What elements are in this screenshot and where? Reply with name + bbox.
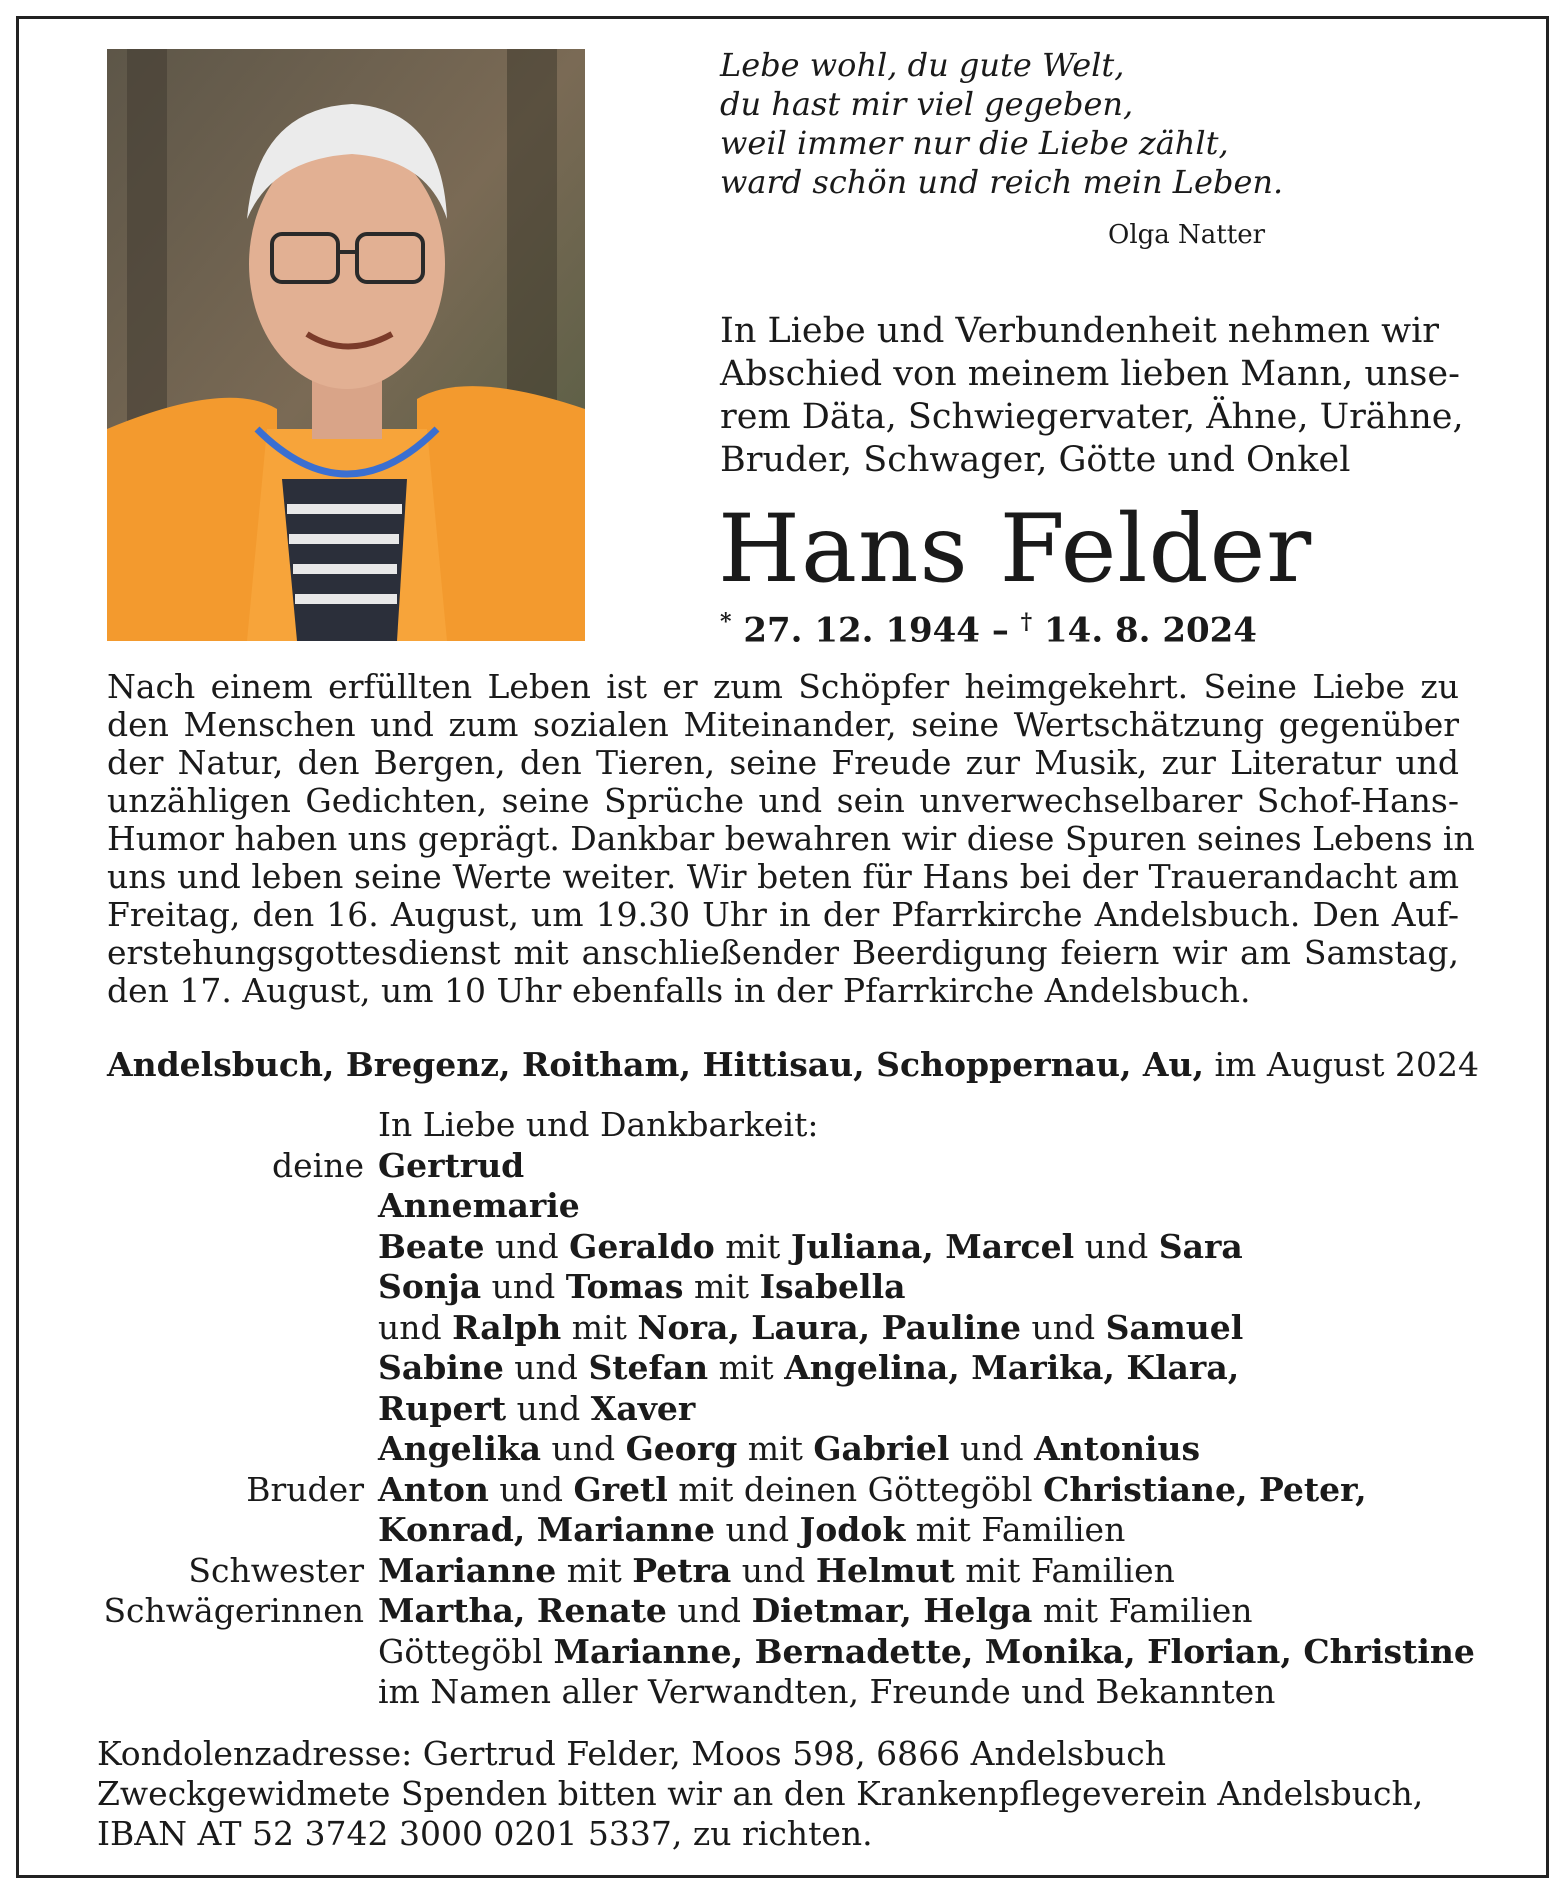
family-names: [378, 1551, 1175, 1592]
poem-line: ward schön und reich mein Leben.: [720, 163, 1284, 201]
family-connector: und: [1074, 1226, 1159, 1266]
family-row: [0, 1186, 1567, 1227]
family-names: [378, 1389, 695, 1430]
family-connector: mit: [714, 1226, 791, 1266]
footer-line: Zweckgewidmete Spenden bitten wir an den Krankenpflegeverein Andelsbuch,: [97, 1774, 1424, 1813]
family-name: Geraldo: [569, 1226, 715, 1266]
body-line: der Natur, den Bergen, den Tieren, seine Freude zur Musik, zur Literatur und: [107, 743, 1459, 782]
family-name: Stefan: [588, 1348, 709, 1387]
family-names: [378, 1186, 580, 1227]
family-name: Martha, Renate: [378, 1591, 667, 1630]
poem-line: weil immer nur die Liebe zählt,: [720, 124, 1229, 162]
family-names: [378, 1672, 1275, 1713]
body-line: Freitag, den 16. August, um 19.30 Uhr in der Pfarrkirche Andelsbuch. Den Auf-: [107, 895, 1459, 934]
places-date: im August 2024: [1204, 1045, 1479, 1084]
intro-line: Abschied von meinem lieben Mann, unse-: [720, 354, 1460, 394]
family-names: [378, 1510, 1125, 1551]
family-connector: und: [666, 1591, 752, 1630]
birth-symbol: *: [720, 609, 732, 635]
body-line: den 17. August, um 10 Uhr ebenfalls in der Pfarrkirche Andelsbuch.: [107, 971, 1251, 1010]
family-name: Beate: [378, 1226, 485, 1266]
family-relation-label: Schwägerinnen: [103, 1591, 364, 1630]
family-name: Marianne: [378, 1550, 557, 1590]
intro-text: [720, 310, 1464, 482]
life-dates: [720, 609, 1257, 650]
poem-author: Olga Natter: [1108, 220, 1266, 250]
family-row: [0, 1267, 1567, 1308]
family-row: [0, 1308, 1567, 1349]
family-connector: und: [949, 1429, 1035, 1468]
deceased-name: Hans Felder: [718, 495, 1313, 604]
body-line: Nach einem erfüllten Leben ist er zum Schöpfer heimgekehrt. Seine Liebe zu: [107, 667, 1459, 706]
family-row: [0, 1632, 1567, 1673]
family-connector: Göttegöbl: [378, 1631, 554, 1671]
date-separator: –: [991, 610, 1009, 651]
family-connector: und: [481, 1267, 566, 1306]
family-name: Konrad, Marianne: [378, 1510, 715, 1549]
body-line: unzähligen Gedichten, seine Sprüche und sein unverwechselbarer Schof-Hans-: [107, 781, 1459, 820]
family-names: [378, 1429, 1200, 1470]
family-row: [0, 1348, 1567, 1389]
family-name: Sara: [1158, 1226, 1243, 1266]
poem-line: du hast mir viel gegeben,: [720, 85, 1134, 123]
family-names: [378, 1227, 1243, 1268]
family-connector: und: [731, 1550, 816, 1590]
family-row: [0, 1672, 1567, 1713]
body-line: Humor haben uns geprägt. Dankbar bewahren wir diese Spuren seines Lebens in: [107, 819, 1475, 858]
family-connector: mit Familien: [905, 1510, 1126, 1549]
family-row: [0, 1389, 1567, 1430]
family-row: [0, 1591, 1567, 1632]
family-name: Juliana, Marcel: [790, 1226, 1075, 1266]
family-connector: mit: [737, 1429, 814, 1468]
family-name: Christiane, Peter,: [1043, 1469, 1367, 1509]
family-name: Angelika: [378, 1429, 541, 1468]
family-name: Gretl: [573, 1469, 668, 1509]
family-header: In Liebe und Dankbarkeit:: [378, 1105, 819, 1144]
family-name: Sabine: [378, 1348, 504, 1387]
poem: [720, 46, 1284, 202]
family-names: [378, 1308, 1243, 1349]
family-name: Dietmar, Helga: [751, 1591, 1033, 1630]
family-row: [0, 1227, 1567, 1268]
family-names: [378, 1470, 1367, 1511]
family-name: Angelina, Marika, Klara,: [784, 1348, 1240, 1387]
death-symbol: †: [1020, 609, 1033, 635]
family-name: Jodok: [799, 1510, 906, 1549]
intro-line: Bruder, Schwager, Götte und Onkel: [720, 440, 1351, 480]
family-relation-label: deine: [272, 1145, 364, 1185]
family-name: Petra: [632, 1550, 732, 1590]
family-header-row: [0, 1105, 1567, 1146]
family-connector: und: [488, 1469, 574, 1509]
family-name: Xaver: [590, 1388, 696, 1428]
intro-line: In Liebe und Verbundenheit nehmen wir: [720, 311, 1440, 351]
family-name: Isabella: [759, 1267, 906, 1306]
birth-date: 27. 12. 1944: [743, 610, 980, 651]
family-name: Ralph: [452, 1307, 562, 1347]
family-connector: und: [378, 1307, 453, 1347]
family-connector: mit: [708, 1348, 785, 1387]
family-relation-label: Schwester: [188, 1550, 364, 1590]
intro-line: rem Däta, Schwiegervater, Ähne, Urähne,: [720, 397, 1464, 437]
footer-line: Kondolenzadresse: Gertrud Felder, Moos 598, 6866 Andelsbuch: [97, 1734, 1166, 1773]
family-relation-label: Bruder: [246, 1469, 364, 1509]
portrait-image: [107, 49, 585, 641]
portrait-photo: [107, 49, 585, 641]
poem-line: Lebe wohl, du gute Welt,: [720, 46, 1125, 84]
family-connector: und: [503, 1348, 589, 1387]
family-row: [0, 1146, 1567, 1187]
family-name: Georg: [625, 1429, 738, 1468]
death-date: 14. 8. 2024: [1044, 610, 1257, 651]
family-name: Marianne, Bernadette, Monika, Florian, Christine: [553, 1631, 1475, 1671]
family-connector: und: [506, 1388, 591, 1428]
family-name: Antonius: [1034, 1429, 1201, 1468]
family-name: Gabriel: [813, 1429, 950, 1468]
family-names: [378, 1348, 1239, 1389]
family-names: [378, 1146, 524, 1187]
family-name: Annemarie: [378, 1186, 580, 1225]
obituary-body: [107, 667, 1475, 1010]
family-name: Samuel: [1105, 1307, 1244, 1347]
family-row: [0, 1429, 1567, 1470]
family-connector: und: [1021, 1307, 1106, 1347]
places-line: [107, 1045, 1479, 1084]
family-names: [378, 1591, 1253, 1632]
family-connector: mit Familien: [954, 1550, 1175, 1590]
family-connector: mit: [556, 1550, 633, 1590]
family-connector: und: [714, 1510, 800, 1549]
footer-line: IBAN AT 52 3742 3000 0201 5337, zu richten.: [97, 1814, 873, 1853]
family-list: [0, 1105, 1567, 1713]
family-name: Tomas: [565, 1267, 684, 1306]
family-connector: und: [541, 1429, 626, 1468]
family-row: [0, 1551, 1567, 1592]
family-connector: mit deinen Göttegöbl: [667, 1469, 1044, 1509]
family-connector: mit Familien: [1032, 1591, 1253, 1630]
family-connector: mit: [561, 1307, 638, 1347]
family-row: [0, 1470, 1567, 1511]
family-name: Gertrud: [378, 1145, 525, 1185]
places-names: Andelsbuch, Bregenz, Roitham, Hittisau, Schoppernau, Au,: [107, 1045, 1205, 1084]
body-line: erstehungsgottesdienst mit anschließender Beerdigung feiern wir am Samstag,: [107, 933, 1459, 972]
footer-info: [97, 1734, 1527, 1854]
family-connector: und: [484, 1226, 570, 1266]
family-connector: mit: [683, 1267, 760, 1306]
family-names: [378, 1267, 905, 1308]
body-line: uns und leben seine Werte weiter. Wir beten für Hans bei der Trauerandacht am: [107, 857, 1459, 896]
family-name: Rupert: [378, 1388, 507, 1428]
family-name: Sonja: [378, 1267, 482, 1306]
body-line: den Menschen und zum sozialen Miteinander, seine Wertschätzung gegenüber: [107, 705, 1459, 744]
family-connector: im Namen aller Verwandten, Freunde und Bekannten: [378, 1672, 1276, 1711]
family-name: Nora, Laura, Pauline: [637, 1307, 1021, 1347]
family-names: [378, 1632, 1475, 1673]
family-name: Anton: [378, 1469, 489, 1509]
family-row: [0, 1510, 1567, 1551]
family-name: Helmut: [815, 1550, 955, 1590]
